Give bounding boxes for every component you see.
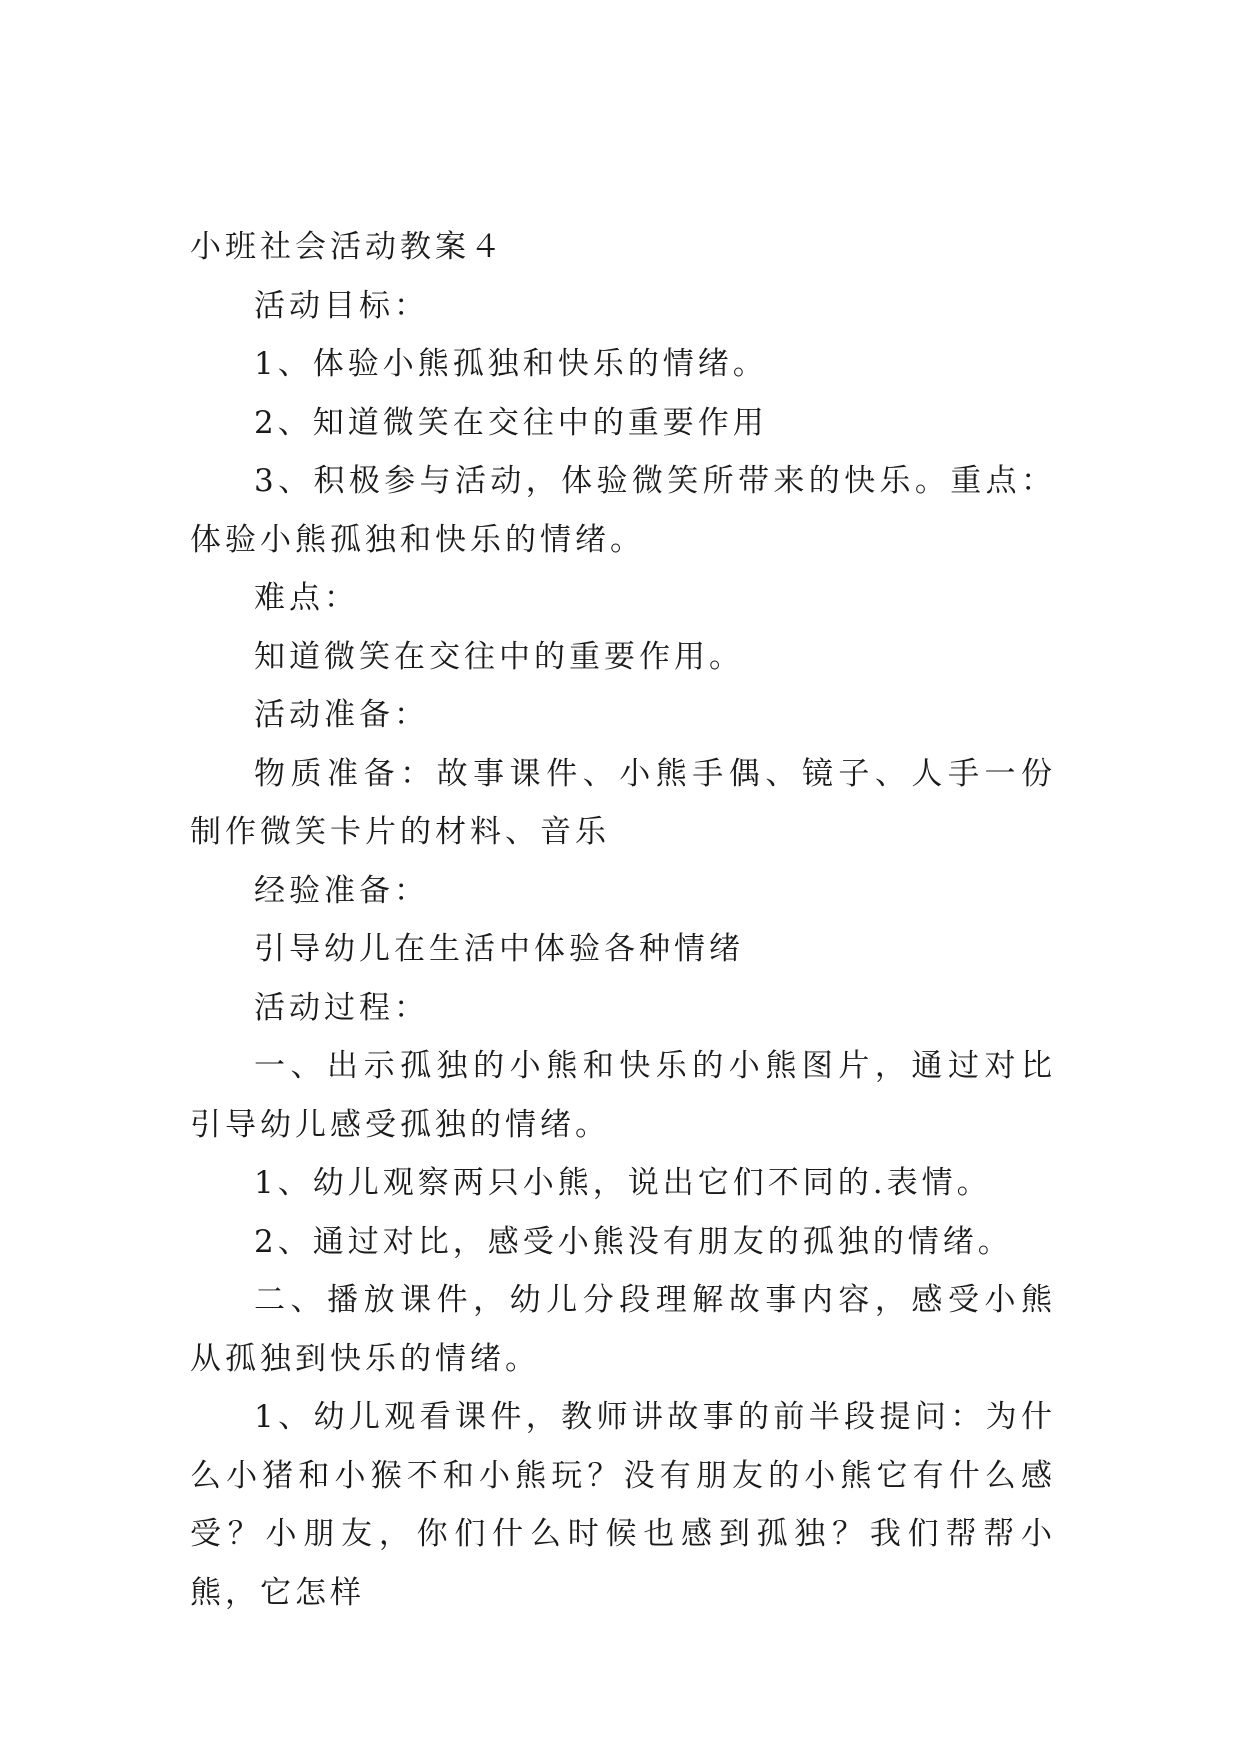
paragraph-step-2-1: 1、幼儿观看课件，教师讲故事的前半段提问：为什么小猪和小猴不和小熊玩？没有朋友的小熊它有什么感受？小朋友，你们什么时候也感到孤独？我们帮帮小熊，它怎样 bbox=[190, 1399, 1056, 1611]
paragraph-step-1: 一、出示孤独的小熊和快乐的小熊图片，通过对比引导幼儿感受孤独的情绪。 bbox=[190, 1048, 1056, 1143]
paragraph-step-1-1: 1、幼儿观察两只小熊，说出它们不同的.表情。 bbox=[254, 1165, 992, 1201]
paragraph-difficulty-heading: 难点： bbox=[254, 580, 359, 616]
paragraph-step-2: 二、播放课件，幼儿分段理解故事内容，感受小熊从孤独到快乐的情绪。 bbox=[190, 1282, 1056, 1377]
paragraph-experience-heading: 经验准备： bbox=[254, 872, 429, 909]
paragraph-process-heading: 活动过程： bbox=[254, 989, 429, 1026]
paragraph-goals-heading: 活动目标： bbox=[254, 287, 429, 324]
paragraph-experience: 引导幼儿在生活中体验各种情绪 bbox=[254, 931, 744, 967]
paragraph-goal-1: 1、体验小熊孤独和快乐的情绪。 bbox=[254, 346, 768, 382]
paragraph-goal-2: 2、知道微笑在交往中的重要作用 bbox=[254, 404, 768, 441]
paragraph-preparation-heading: 活动准备： bbox=[254, 697, 429, 733]
document-title: 小班社会活动教案４ bbox=[190, 229, 505, 265]
paragraph-difficulty: 知道微笑在交往中的重要作用。 bbox=[254, 638, 744, 675]
paragraph-material-preparation: 物质准备：故事课件、小熊手偶、镜子、人手一份制作微笑卡片的材料、音乐 bbox=[190, 755, 1056, 850]
paragraph-step-1-2: 2、通过对比，感受小熊没有朋友的孤独的情绪。 bbox=[254, 1223, 1013, 1260]
document-page bbox=[190, 218, 1056, 1622]
paragraph-goal-3: 3、积极参与活动，体验微笑所带来的快乐。重点：体验小熊孤独和快乐的情绪。 bbox=[190, 463, 1056, 558]
